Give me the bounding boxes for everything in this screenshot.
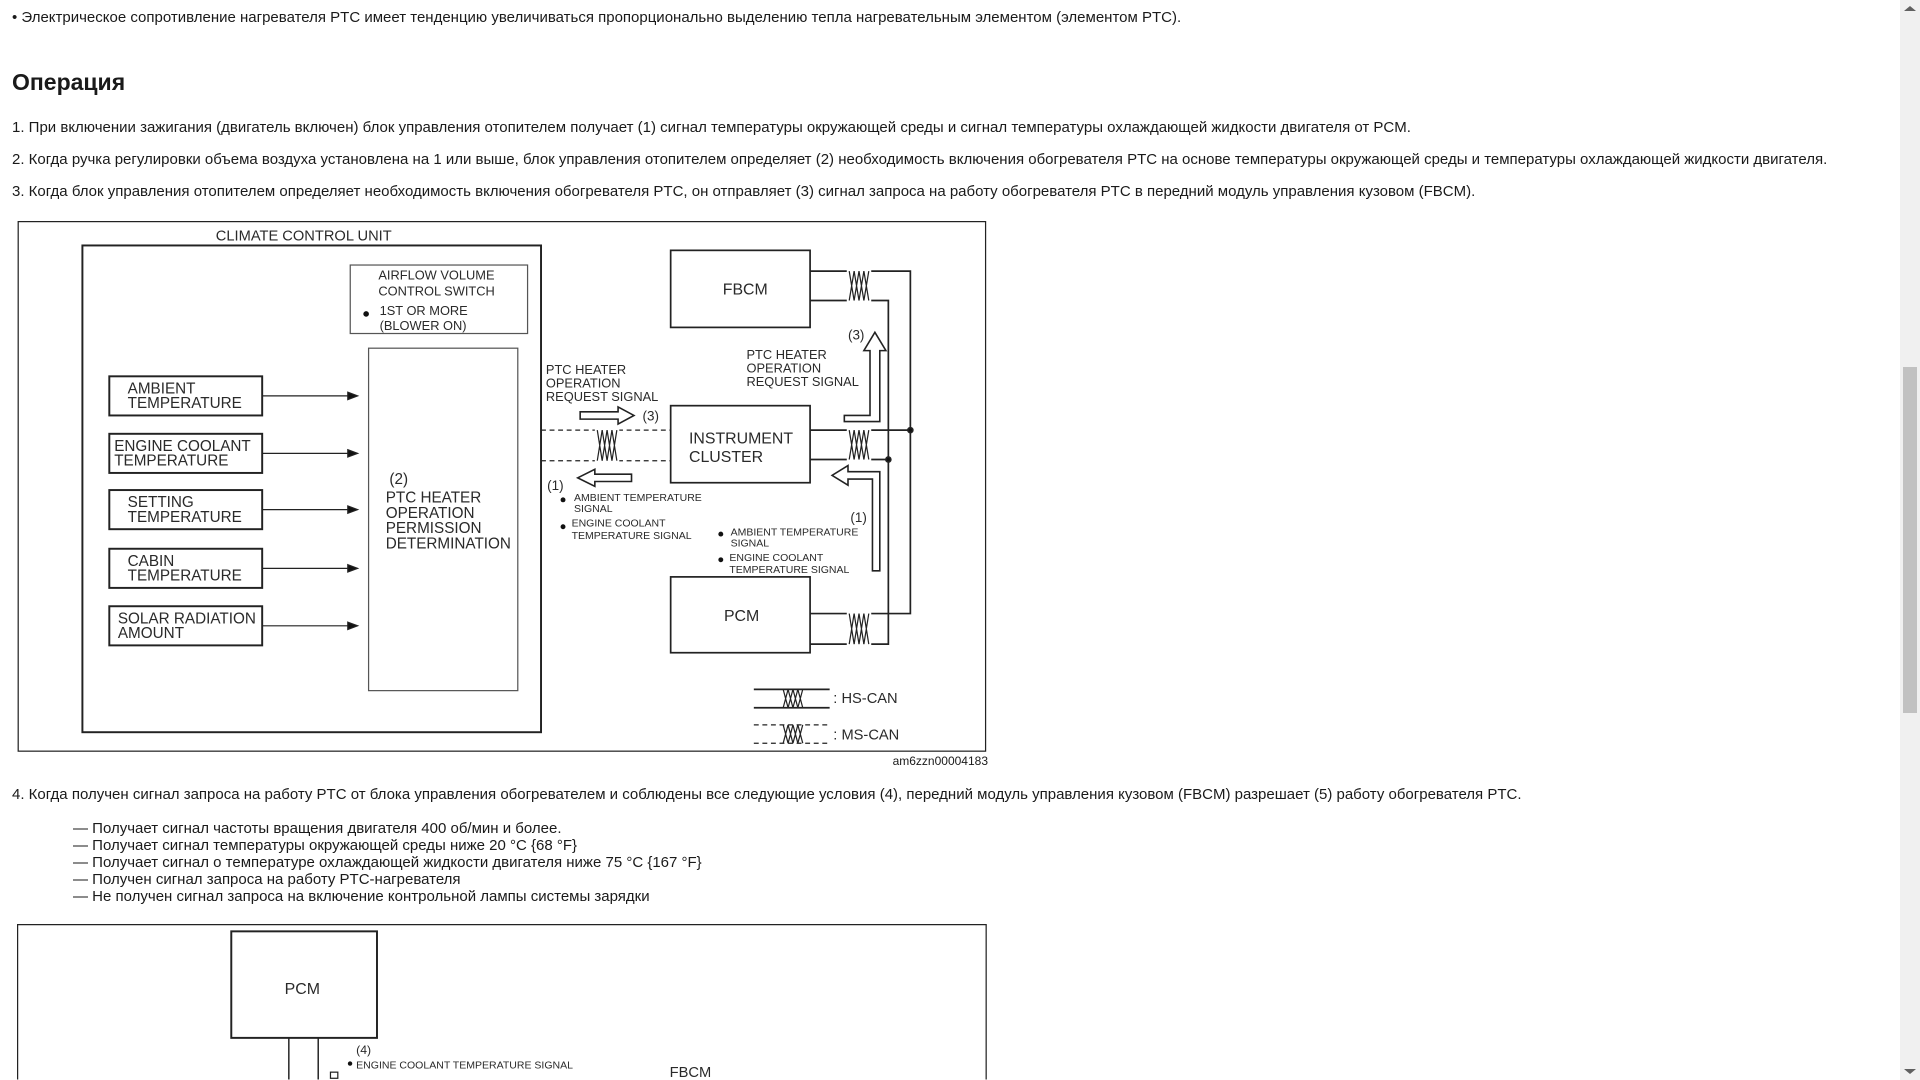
step-2: 2. Когда ручка регулировки объема воздуха установлена на 1 или выше, блок управления отопителем определяет (2) необходимость включения обогревателя PTC на основе температуры окружающей среды и температуры охлаждающей жидкости двигателя. xyxy=(12,151,1828,168)
intro-bullet: • Электрическое сопротивление нагревателя PTC имеет тенденцию увеличиваться пропорционально выделению тепла нагревательным элементом (элементом PTC). xyxy=(12,9,1182,26)
step-4: 4. Когда получен сигнал запроса на работу PTC от блока управления обогревателем и соблюдены все следующие условия (4), передний модуль управления кузовом (FBCM) разрешает (5) работу обогревателя PTC. xyxy=(12,786,1522,803)
num-3-label: (3) xyxy=(847,327,865,343)
airflow-label: AIRFLOW VOLUME xyxy=(378,267,495,283)
signal-label: SIGNAL xyxy=(574,503,613,516)
signal-label: ENGINE COOLANT xyxy=(729,551,824,564)
twisted-pair-icon xyxy=(595,429,619,462)
determination-label: (2) xyxy=(389,470,409,488)
condition-item: — Не получен сигнал запроса на включение контрольной лампы системы зарядки xyxy=(73,888,650,905)
request-signal-label: OPERATION xyxy=(746,360,822,376)
signal-label: AMBIENT TEMPERATURE xyxy=(574,492,702,505)
condition-item: — Получает сигнал частоты вращения двигателя 400 об/мин и более. xyxy=(73,820,562,837)
request-signal-label: PTC HEATER xyxy=(545,361,627,377)
fbcm-label: FBCM xyxy=(722,281,768,299)
num-4-label: (4) xyxy=(356,1042,372,1057)
section-title: Операция xyxy=(12,69,126,95)
input-label: SOLAR RADIATION xyxy=(117,610,256,628)
input-label: TEMPERATURE xyxy=(127,508,242,526)
request-arrow-right xyxy=(580,407,634,424)
twisted-pair-icon xyxy=(847,270,871,302)
cluster-label: CLUSTER xyxy=(689,448,764,466)
step-3: 3. Когда блок управления отопителем определяет необходимость включения обогревателя PTC, он отправляет (3) сигнал запроса на работу обогревателя PTC в передний модуль управления кузовом (FBCM). xyxy=(12,183,1476,200)
request-signal-label: PTC HEATER xyxy=(746,347,827,363)
cluster-label: INSTRUMENT xyxy=(689,430,794,448)
fbcm-label: FBCM xyxy=(669,1065,712,1080)
num-3-label: (3) xyxy=(642,408,659,424)
legend-ms-can: : MS-CAN xyxy=(833,727,900,744)
airflow-label: CONTROL SWITCH xyxy=(378,283,495,299)
condition-item: — Получен сигнал запроса на работу PTC-нагревателя xyxy=(73,871,461,888)
request-signal-label: REQUEST SIGNAL xyxy=(746,374,859,390)
signal-label: TEMPERATURE SIGNAL xyxy=(571,529,692,542)
arrowhead xyxy=(348,622,358,629)
signal-label: SIGNAL xyxy=(730,537,770,550)
legend xyxy=(754,689,899,743)
ptc-operation-diagram xyxy=(17,221,988,753)
scroll-up-icon[interactable] xyxy=(1904,6,1916,11)
scrollbar-thumb[interactable] xyxy=(1903,367,1917,713)
signal-label: ENGINE COOLANT xyxy=(571,517,666,530)
arrowhead xyxy=(348,450,358,457)
legend-hs-can: : HS-CAN xyxy=(833,690,898,707)
pcm-label: PCM xyxy=(723,607,760,625)
determination-label: OPERATION xyxy=(385,505,475,523)
input-label: SETTING xyxy=(127,494,194,512)
input-label: AMOUNT xyxy=(117,625,185,643)
signal-label: TEMPERATURE SIGNAL xyxy=(729,564,850,577)
arrowhead xyxy=(348,392,358,399)
input-label: TEMPERATURE xyxy=(127,395,242,413)
input-label: AMBIENT xyxy=(127,380,196,398)
twisted-pair-icon xyxy=(781,724,805,745)
fbcm-permission-diagram xyxy=(17,924,988,1080)
airflow-label: 1ST OR MORE xyxy=(379,303,468,319)
diagram-caption: am6zzn00004183 xyxy=(892,754,988,768)
arrowhead xyxy=(348,565,358,572)
scroll-down-icon[interactable] xyxy=(1904,1069,1916,1074)
twisted-pair-icon xyxy=(781,688,805,709)
condition-item: — Получает сигнал о температуре охлаждающей жидкости двигателя ниже 75 °C {167 °F} xyxy=(73,854,702,871)
diagram-frame xyxy=(18,925,987,1080)
num-1-label: (1) xyxy=(850,509,867,525)
vertical-scrollbar[interactable] xyxy=(1900,0,1920,1080)
input-label: TEMPERATURE xyxy=(127,567,242,585)
ccu-title: CLIMATE CONTROL UNIT xyxy=(215,228,392,245)
input-label: CABIN xyxy=(127,552,175,570)
twisted-pair-icon xyxy=(847,429,871,461)
request-signal-label: REQUEST SIGNAL xyxy=(545,388,659,404)
determination-label: PTC HEATER xyxy=(385,489,482,507)
signal-arrow-left xyxy=(578,469,632,486)
arrowhead xyxy=(348,506,358,513)
twisted-pair-icon xyxy=(847,612,871,645)
determination-label: DETERMINATION xyxy=(385,535,511,553)
condition-item: — Получает сигнал температуры окружающей среды ниже 20 °C {68 °F} xyxy=(73,837,578,854)
num-1-label: (1) xyxy=(547,478,564,494)
request-signal-label: OPERATION xyxy=(545,375,621,391)
airflow-label: (BLOWER ON) xyxy=(379,317,467,333)
signal-label: ENGINE COOLANT TEMPERATURE SIGNAL xyxy=(356,1059,573,1072)
signal-label: AMBIENT TEMPERATURE xyxy=(730,526,859,539)
determination-label: PERMISSION xyxy=(385,519,482,537)
input-label: ENGINE COOLANT xyxy=(114,437,251,455)
step-1: 1. При включении зажигания (двигатель включен) блок управления отопителем получает (1) сигнал температуры окружающей среды и сигнал температуры охлаждающей жидкости двигателя от PCM. xyxy=(12,119,1411,136)
pcm-label: PCM xyxy=(284,980,320,998)
input-label: TEMPERATURE xyxy=(114,452,229,470)
